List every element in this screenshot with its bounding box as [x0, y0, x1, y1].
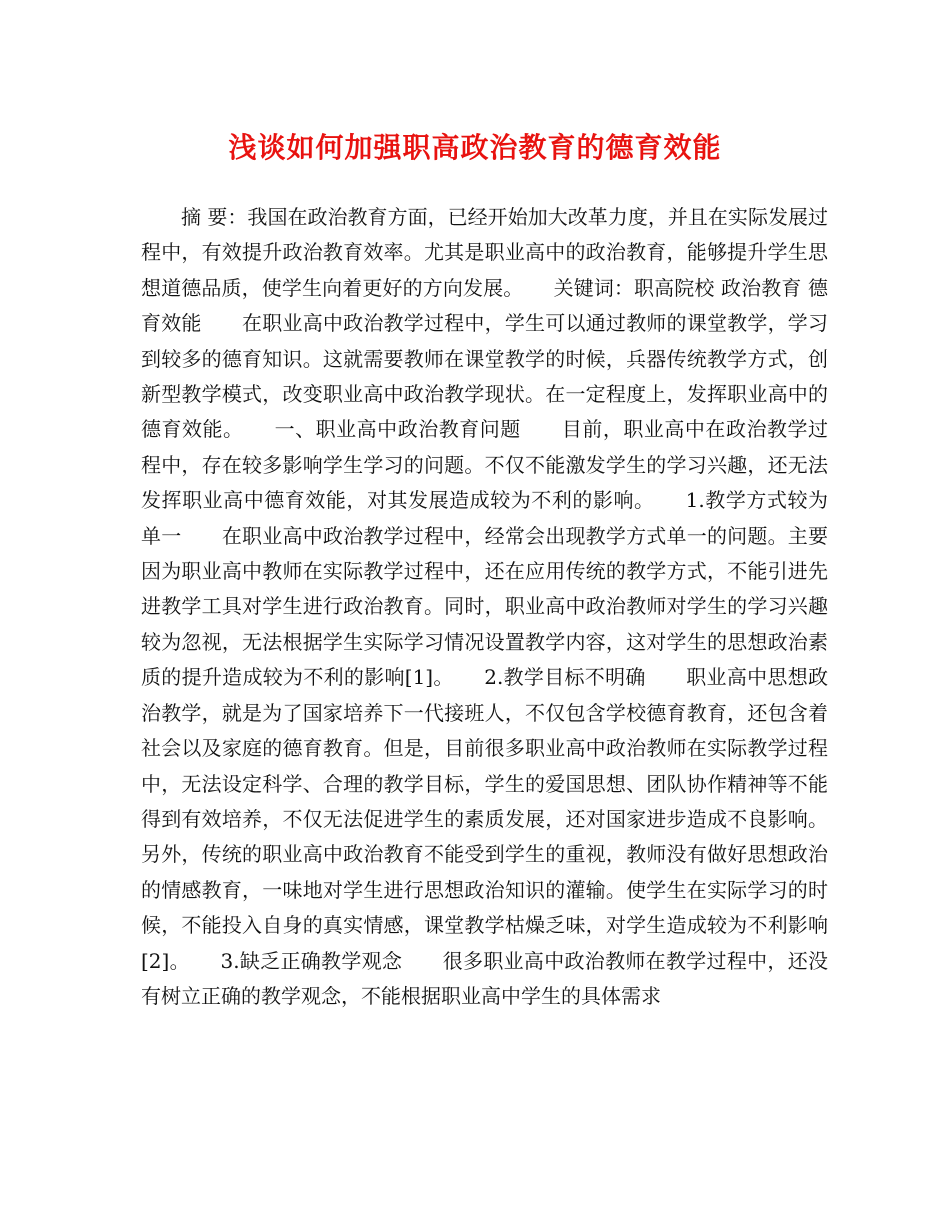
document-body: 摘 要：我国在政治教育方面，已经开始加大改革力度，并且在实际发展过程中，有效提升政治教育效率。尤其是职业高中的政治教育，能够提升学生思想道德品质，使学生向着更好的方向发展。 关键词：职高院校 政治教育 德育效能 在职业高中政治教学过程中，学生可以通过教师的课堂教学，学习到较多的德育知识。这就需要教师在课堂教学的时候，兵器传统教学方式，创新型教学模式，改变职业高中政治教学现状。在一定程度上，发挥职业高中的德育效能。 一、职业高中政治教育问题 目前，职业高中在政治教学过程中，存在较多影响学生学习的问题。不仅不能激发学生的学习兴趣，还无法发挥职业高中德育效能，对其发展造成较为不利的影响。 1.教学方式较为单一 在职业高中政治教学过程中，经常会出现教学方式单一的问题。主要因为职业高中教师在实际教学过程中，还在应用传统的教学方式，不能引进先进教学工具对学生进行政治教育。同时，职业高中政治教师对学生的学习兴趣较为忽视，无法根据学生实际学习情况设置教学内容，这对学生的思想政治素质的提升造成较为不利的影响[1]。 2.教学目标不明确 职业高中思想政治教学，就是为了国家培养下一代接班人，不仅包含学校德育教育，还包含着社会以及家庭的德育教育。但是，目前很多职业高中政治教师在实际教学过程中，无法设定科学、合理的教学目标，学生的爱国思想、团队协作精神等不能得到有效培养，不仅无法促进学生的素质发展，还对国家进步造成不良影响。另外，传统的职业高中政治教育不能受到学生的重视，教师没有做好思想政治的情感教育，一味地对学生进行思想政治知识的灌输。使学生在实际学习的时候，不能投入自身的真实情感，课堂教学枯燥乏味，对学生造成较为不利影响[2]。 3.缺乏正确教学观念 很多职业高中政治教师在教学过程中，还没有树立正确的教学观念，不能根据职业高中学生的具体需求	[141, 205, 828, 1008]
document-title: 浅谈如何加强职高政治教育的德育效能	[228, 131, 722, 164]
